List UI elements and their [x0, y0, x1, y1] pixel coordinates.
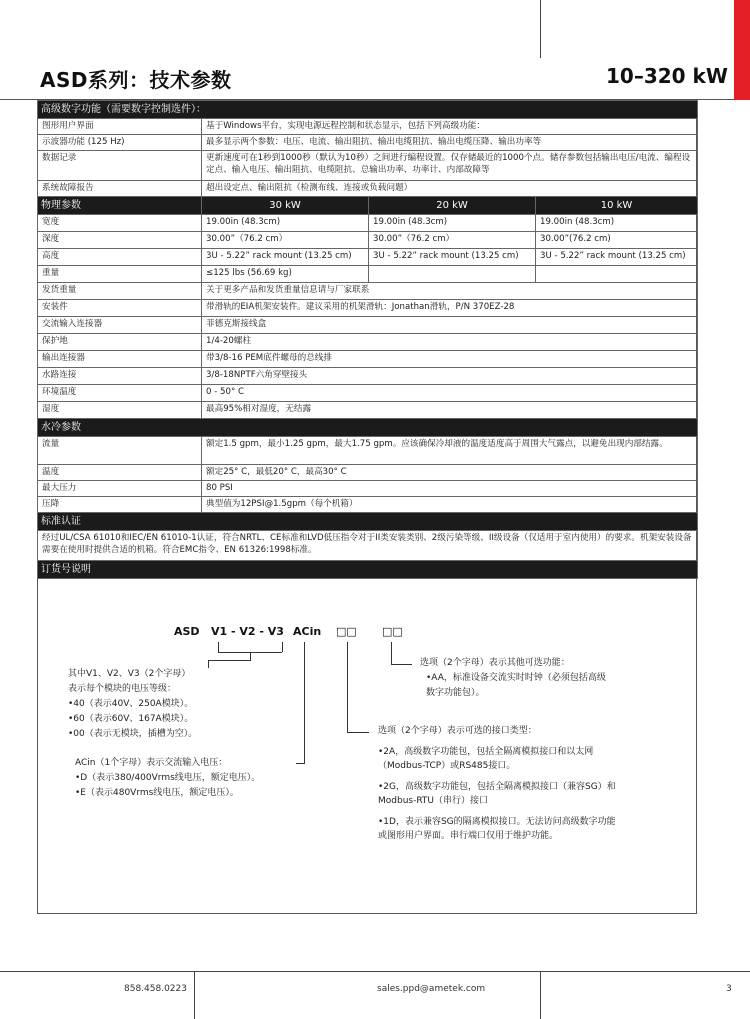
- row-value: 额定1.5 gpm，最小1.25 gpm，最大1.75 gpm。应该确保冷却液的温度适度高于周围大气露点，以避免出现内部结露。: [202, 437, 698, 465]
- column-header: 30 kW: [202, 197, 369, 215]
- section-order: [38, 561, 698, 579]
- bracket-line: [208, 660, 209, 668]
- option2-line: [391, 642, 392, 664]
- bracket-line: [218, 642, 219, 652]
- row-label: 环境温度: [38, 385, 202, 402]
- voltage-note: 其中V1、V2、V3（2个字母） 表示每个模块的电压等级： •40（表示40V、250A模块）。 •60（表示60V、167A模块）。 •00（表示无模块，插槽为空）。: [68, 669, 198, 739]
- section-physical: [38, 197, 698, 215]
- page-number: 3: [726, 984, 732, 994]
- column-header: 10 kW: [536, 197, 698, 215]
- cert-row: [38, 531, 698, 561]
- digital-row: [38, 135, 698, 151]
- footer-phone: 858.458.0223: [124, 984, 187, 994]
- digital-row: [38, 151, 698, 181]
- option1-note: 选项（2个字母）表示其他可选功能： •AA，标准设备交流实时时钟（必须包括高级 数字功能包）。: [420, 658, 606, 698]
- option1-line: [347, 642, 348, 732]
- acin-line: [304, 642, 305, 764]
- digital-row: [38, 119, 698, 135]
- digital-row: [38, 181, 698, 197]
- power-range: 10–320 kW: [606, 64, 728, 88]
- code-option-1: □□: [336, 625, 357, 638]
- table-cell: [536, 266, 698, 283]
- option1-line: [347, 732, 369, 733]
- row-value: 菲德克斯接线盒: [202, 317, 698, 334]
- physical-row: [38, 351, 698, 368]
- row-value: 30.00”（76.2 cm）: [202, 232, 369, 249]
- section-cert: [38, 513, 698, 531]
- row-value: 典型值为12PSI@1.5gpm（每个机箱）: [202, 497, 698, 513]
- row-label: 重量: [38, 266, 202, 283]
- row-label: 示波器功能 (125 Hz): [38, 135, 202, 151]
- row-value: 3U - 5.22” rack mount (13.25 cm): [202, 249, 369, 266]
- option2-note: 选项（2个字母）表示可选的接口类型： •2A，高级数字功能包，包括全隔离模拟接口和以太网 （Modbus-TCP）或RS485接口。 •2G，高级数字功能包，包括全隔离模拟接口（兼容SG）和 Modbus-RTU（串行）接口 •1D，表示兼容SG的隔离模拟接口。无法访问高级数字功能 或图形用户界面。串行端口仅用于维护功能。: [378, 726, 616, 841]
- row-label: 高度: [38, 249, 202, 266]
- section-title: 高级数字功能（需要数字控制选件）：: [38, 101, 698, 119]
- row-value: 带滑轨的EIA机架安装件。建议采用的机架滑轨：Jonathan滑轨，P/N 370EZ-28: [202, 300, 698, 317]
- row-label: 保护地: [38, 334, 202, 351]
- acin-note: ACin（1个字母）表示交流输入电压： •D（表示380/400Vrms线电压，额定电压）。 •E（表示480Vrms线电压，额定电压）。: [75, 758, 261, 798]
- row-value: 3U - 5.22” rack mount (13.25 cm): [536, 249, 698, 266]
- row-label: 温度: [38, 465, 202, 481]
- row-label: 最大压力: [38, 481, 202, 497]
- row-value: 带3/8-16 PEM底件螺母的总线排: [202, 351, 698, 368]
- bracket-line: [208, 660, 251, 661]
- page-title: ASD系列：技术参数: [40, 68, 232, 92]
- row-value: 关于更多产品和发货重量信息请与厂家联系: [202, 283, 698, 300]
- row-label: 发货重量: [38, 283, 202, 300]
- physical-row: [38, 300, 698, 317]
- row-value: 19.00in (48.3cm): [369, 215, 536, 232]
- acin-line: [296, 763, 305, 764]
- physical-row: [38, 334, 698, 351]
- row-label: 安装件: [38, 300, 202, 317]
- physical-row: [38, 317, 698, 334]
- section-title: 订货号说明: [38, 561, 698, 579]
- section-title: 物理参数: [38, 197, 202, 215]
- water-row: [38, 481, 698, 497]
- physical-row: [38, 266, 698, 283]
- footer-divider: [194, 971, 195, 1019]
- physical-row: [38, 283, 698, 300]
- option2-line: [391, 664, 412, 665]
- row-label: 交流输入连接器: [38, 317, 202, 334]
- code-option-2: □□: [382, 625, 403, 638]
- water-row: [38, 437, 698, 465]
- water-row: [38, 497, 698, 513]
- footer-email[interactable]: sales.ppd@ametek.com: [377, 984, 486, 994]
- row-value: 80 PSI: [202, 481, 698, 497]
- row-value: ≤125 lbs (56.69 kg): [202, 266, 369, 283]
- row-value: 30.00”(76.2 cm): [536, 232, 698, 249]
- row-label: 湿度: [38, 402, 202, 419]
- brand-accent-bar: [734, 0, 750, 100]
- spec-table: [37, 100, 698, 579]
- physical-row: [38, 249, 698, 266]
- footer-divider: [540, 971, 541, 1019]
- table-cell: [369, 266, 536, 283]
- code-asd: ASD: [174, 625, 200, 638]
- row-value: 更新速度可在1秒到1000秒（默认为10秒）之间进行编程设置。仅存储最近的1000个点。储存参数包括输出电压/电流、编程设定点、输入电压、输出阻抗、电缆阻抗、总输出功率、功率计、内部故障等: [202, 151, 698, 181]
- physical-row: [38, 385, 698, 402]
- physical-row: [38, 215, 698, 232]
- row-label: 输出连接器: [38, 351, 202, 368]
- bracket-line: [282, 642, 283, 652]
- column-header: 20 kW: [369, 197, 536, 215]
- row-label: 图形用户界面: [38, 119, 202, 135]
- row-value: 基于Windows平台，实现电源远程控制和状态显示，包括下列高级功能：: [202, 119, 698, 135]
- bracket-line: [250, 652, 251, 660]
- row-value: 30.00”（76.2 cm）: [369, 232, 536, 249]
- spec-panel: [37, 100, 697, 914]
- section-title: 标准认证: [38, 513, 698, 531]
- row-label: 流量: [38, 437, 202, 465]
- top-divider: [540, 0, 541, 58]
- footer-rule: [0, 971, 750, 972]
- row-value: 额定25° C，最低20° C，最高30° C: [202, 465, 698, 481]
- row-value: 0 - 50° C: [202, 385, 698, 402]
- row-value: 19.00in (48.3cm): [202, 215, 369, 232]
- physical-row: [38, 368, 698, 385]
- code-voltages: V1 - V2 - V3: [211, 625, 284, 638]
- row-value: 最多显示两个参数：电压、电流、输出阻抗、输出电缆阻抗、输出电缆压降、输出功率等: [202, 135, 698, 151]
- row-label: 数据记录: [38, 151, 202, 181]
- cert-text: 经过UL/CSA 61010和IEC/EN 61010-1认证，符合NRTL、CE标准和LVD低压指令对于II类安装类别、2级污染等级、II级设备（仅适用于室内使用）的要求。机架安装设备需要在使用时提供合适的机箱。符合EMC指令、EN 61326:1998标准。: [38, 531, 698, 561]
- section-water: [38, 419, 698, 437]
- row-label: 压降: [38, 497, 202, 513]
- row-label: 系统故障报告: [38, 181, 202, 197]
- physical-row: [38, 232, 698, 249]
- row-value: 19.00in (48.3cm): [536, 215, 698, 232]
- section-title: 水冷参数: [38, 419, 698, 437]
- row-label: 深度: [38, 232, 202, 249]
- row-label: 宽度: [38, 215, 202, 232]
- physical-row: [38, 402, 698, 419]
- row-value: 3/8-18NPTF六角穿壁接头: [202, 368, 698, 385]
- row-value: 3U - 5.22” rack mount (13.25 cm): [369, 249, 536, 266]
- water-row: [38, 465, 698, 481]
- row-value: 超出设定点、输出阻抗（检测布线、连接或负载问题）: [202, 181, 698, 197]
- row-value: 1/4-20螺柱: [202, 334, 698, 351]
- section-digital: [38, 101, 698, 119]
- code-acin: ACin: [293, 625, 322, 638]
- row-label: 水路连接: [38, 368, 202, 385]
- row-value: 最高95%相对湿度，无结露: [202, 402, 698, 419]
